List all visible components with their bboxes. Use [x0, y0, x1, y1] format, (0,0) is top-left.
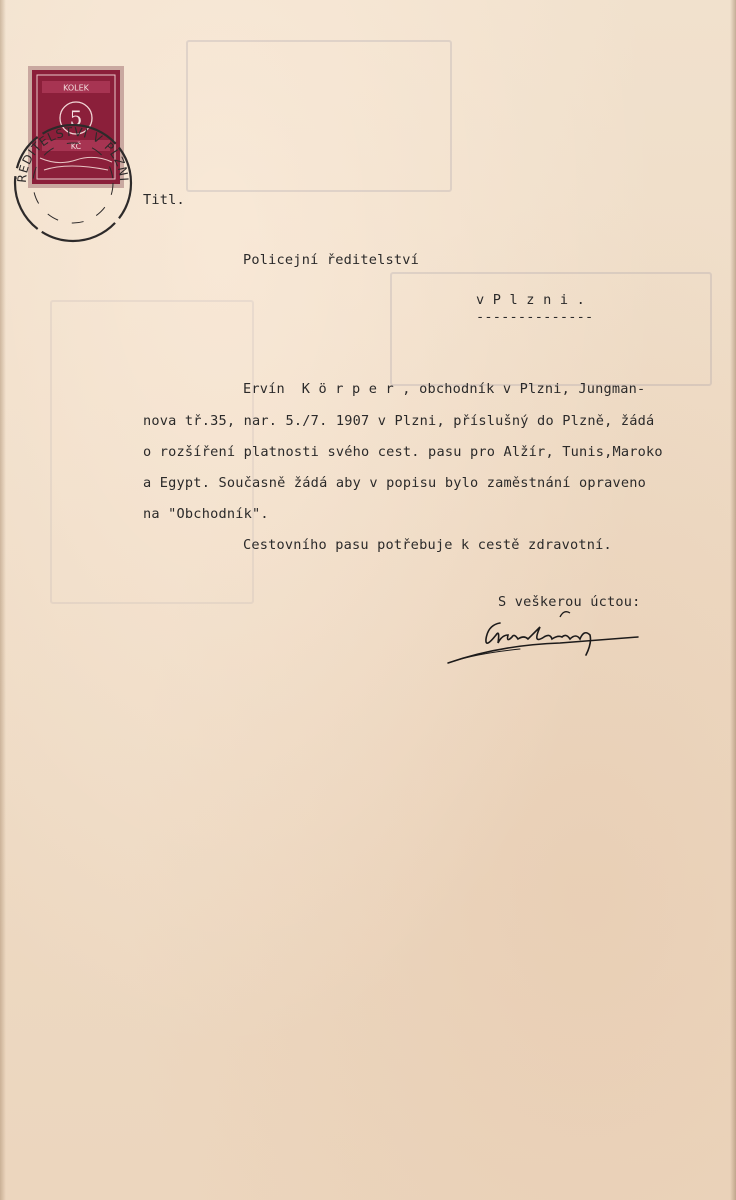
body-line-1: Ervín K ö r p e r , obchodník v Plzni, Jungman- — [243, 381, 646, 397]
body-line-5: na "Obchodník". — [143, 506, 269, 522]
stamp-value: 5 — [69, 106, 83, 130]
page-edge-right — [730, 0, 736, 1200]
postmark-text: ŘEDITELSTVÍ V PLZNI — [14, 124, 132, 184]
recipient-underline: -------------- — [476, 309, 594, 325]
bleed-through-stamp-right — [390, 272, 712, 386]
body-line-3: o rozšíření platnosti svého cest. pasu pro Alžír, Tunis,Maroko — [143, 444, 663, 460]
bleed-through-stamp-top — [186, 40, 452, 192]
recipient-line-1: Policejní ředitelství — [243, 252, 420, 268]
postmark-circle — [8, 118, 138, 248]
recipient-line-2: v P l z n i . — [476, 292, 585, 308]
signature-icon — [440, 605, 650, 675]
body-line-6: Cestovního pasu potřebuje k cestě zdravotní. — [243, 537, 612, 553]
stamp-unit: KČ — [70, 142, 82, 151]
stamp-label: KOLEK — [63, 83, 89, 93]
svg-text:ŘEDITELSTVÍ V PLZNI — [14, 125, 131, 183]
closing: S veškerou úctou: — [498, 594, 641, 610]
salutation: Titl. — [143, 192, 185, 208]
body-line-2: nova tř.35, nar. 5./7. 1907 v Plzni, příslušný do Plzně, žádá — [143, 413, 655, 429]
body-line-4: a Egypt. Současně žádá aby v popisu bylo zaměstnání opraveno — [143, 475, 647, 491]
page-edge-left — [0, 0, 6, 1200]
